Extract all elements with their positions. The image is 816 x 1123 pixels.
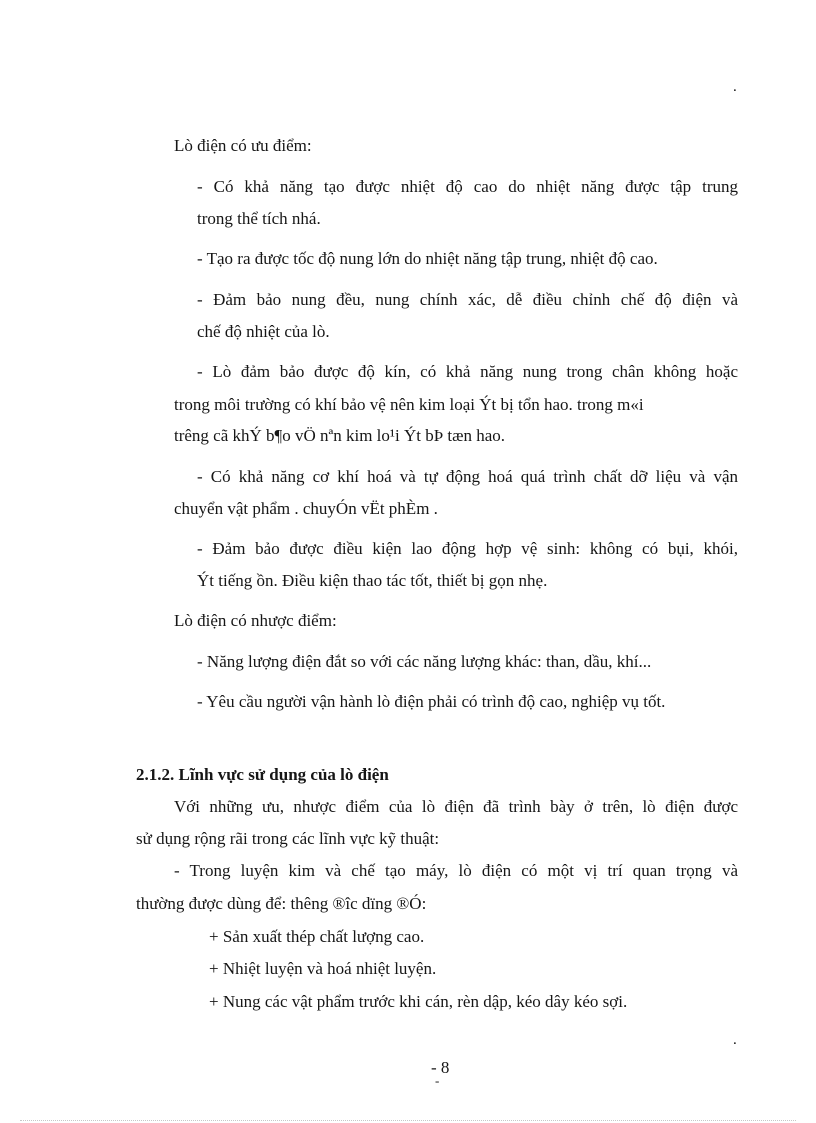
sub-item-3: + Nung các vật phẩm trước khi cán, rèn dập, kéo dây kéo sợi. [209, 992, 628, 1011]
advantage-item-4-line-3: trêng cã khÝ b¶o vÖ nªn kim lo¹i Ýt bÞ tæn hao. [174, 426, 506, 445]
sub-item-2: + Nhiệt luyện và hoá nhiệt luyện. [209, 959, 437, 978]
advantage-item-1-line-2: trong thể tích nhá. [197, 209, 321, 228]
disadvantages-heading: Lò điện có nhược điểm: [174, 611, 337, 630]
advantage-item-2-line-1: - Tạo ra được tốc độ nung lớn do nhiệt năng tập trung, nhiệt độ cao. [197, 249, 658, 268]
page-number-dash: - [435, 1073, 440, 1088]
section-paragraph-2-line-1: - Trong luyện kim và chế tạo máy, lò điện có một vị trí quan trọng và [174, 861, 738, 880]
advantage-item-6-line-2: Ýt tiếng ồn. Điều kiện thao tác tốt, thiết bị gọn nhẹ. [197, 571, 548, 590]
advantage-item-5-line-2: chuyển vật phẩm . chuyÓn vËt phÈm . [174, 499, 438, 518]
advantage-item-1-line-1: - Có khả năng tạo được nhiệt độ cao do nhiệt năng được tập trung [197, 177, 738, 196]
section-paragraph-1-line-1: Với những ưu, nhược điểm của lò điện đã trình bày ở trên, lò điện được [174, 797, 738, 816]
sub-item-1: + Sản xuất thép chất lượng cao. [209, 927, 425, 946]
advantage-item-3-line-2: chế độ nhiệt của lò. [197, 322, 330, 341]
page-number: - 8 [431, 1058, 450, 1077]
section-title: 2.1.2. Lĩnh vực sử dụng của lò điện [136, 765, 389, 784]
advantage-item-6-line-1: - Đảm bảo được điều kiện lao động hợp vệ sinh: không có bụi, khói, [197, 539, 738, 558]
disadvantage-item-1: - Năng lượng điện đắt so với các năng lượng khác: than, dầu, khí... [197, 652, 652, 671]
section-paragraph-2-line-2: thường được dùng để: thêng ®îc dïng ®Ó: [136, 894, 427, 913]
advantage-item-3-line-1: - Đảm bảo nung đều, nung chính xác, dễ điều chỉnh chế độ điện và [197, 290, 738, 309]
section-paragraph-1-line-2: sử dụng rộng rãi trong các lĩnh vực kỹ thuật: [136, 829, 440, 848]
advantage-item-5-line-1: - Có khả năng cơ khí hoá và tự động hoá quá trình chất dỡ liệu và vận [197, 467, 738, 486]
footer-corner-mark: . [733, 1032, 737, 1048]
advantages-heading: Lò điện có ưu điểm: [174, 136, 312, 155]
disadvantage-item-2: - Yêu cầu người vận hành lò điện phải có trình độ cao, nghiệp vụ tốt. [197, 692, 666, 711]
advantage-item-4-line-2: trong môi trường có khí bảo vệ nên kim loại Ýt bị tổn hao. trong m«i [174, 395, 644, 414]
advantage-item-4-line-1: - Lò đảm bảo được độ kín, có khả năng nung trong chân không hoặc [197, 362, 738, 381]
page-bottom-rule [20, 1120, 796, 1121]
header-corner-mark: . [733, 79, 737, 95]
